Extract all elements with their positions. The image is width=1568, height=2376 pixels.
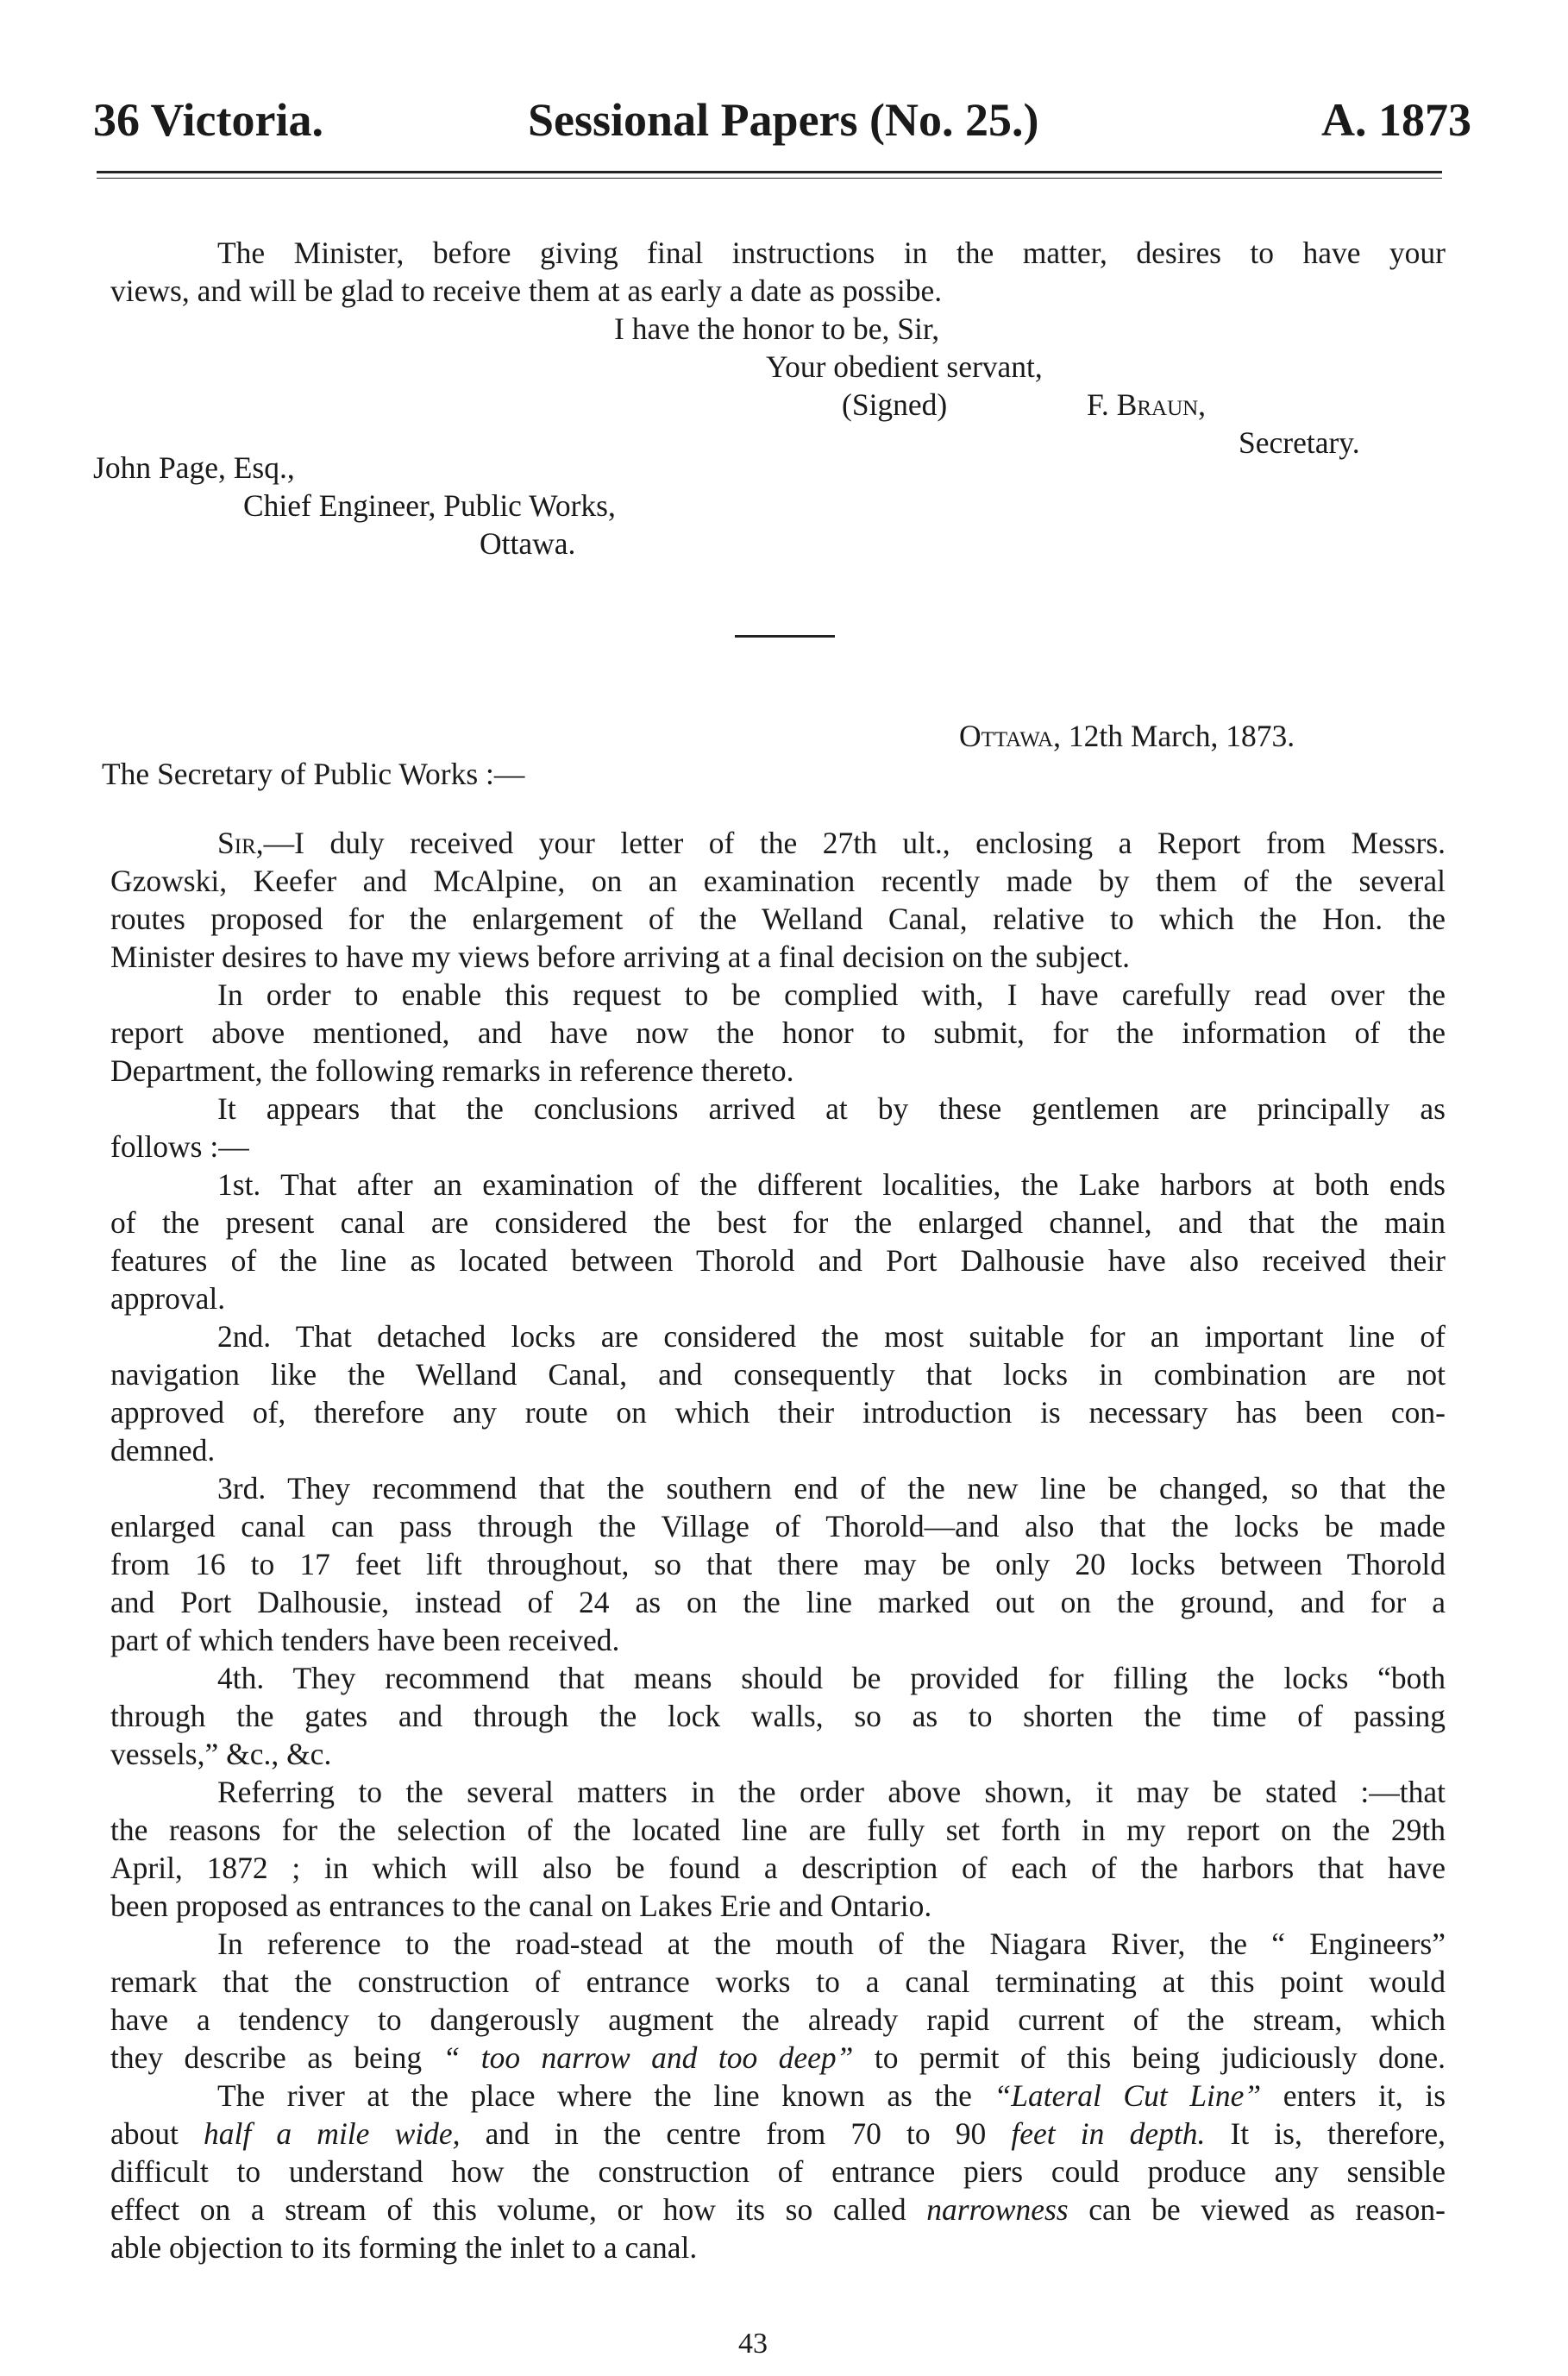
body-line-16: approved of, therefore any route on which their introduction is necessary has been con- — [110, 1395, 1446, 1430]
body-line-23: 4th. They recommend that means should be provided for filling the locks “both — [217, 1661, 1446, 1695]
letter1-signer-title: Secretary. — [1239, 425, 1360, 460]
letter1-closing-1: I have the honor to be, Sir, — [614, 311, 940, 346]
page-number: 43 — [738, 2328, 768, 2360]
header-rule-thin — [97, 178, 1442, 179]
body-line-10: 1st. That after an examination of the different localities, the Lake harbors at both ends — [217, 1167, 1446, 1202]
section-divider — [735, 635, 835, 638]
body-line-18: 3rd. They recommend that the southern end of the new line be changed, so that the — [217, 1471, 1446, 1505]
header-rule — [97, 171, 1442, 173]
body-line-33: they describe as being “ too narrow and too deep” to permit of this being judiciously done. — [110, 2040, 1446, 2075]
body-line-34: The river at the place where the line known as the “Lateral Cut Line” enters it, is — [217, 2078, 1446, 2113]
body-line-19: enlarged canal can pass through the Village of Thorold—and also that the locks be made — [110, 1509, 1446, 1543]
body-line-25: vessels,” &c., &c. — [110, 1737, 332, 1771]
body-line-22: part of which tenders have been received. — [110, 1623, 620, 1657]
letter1-signer — [1087, 386, 1206, 424]
body-line-30: In reference to the road-stead at the mouth of the Niagara River, the “ Engineers” — [217, 1927, 1446, 1961]
letter1-signed: (Signed) — [842, 387, 948, 422]
body-line-14: 2nd. That detached locks are considered the most suitable for an important line of — [217, 1319, 1446, 1354]
body-line-26: Referring to the several matters in the order above shown, it may be stated :—that — [217, 1775, 1446, 1809]
body-line-1: Sir,—I duly received your letter of the 27th ult., enclosing a Report from Messrs. — [217, 826, 1446, 860]
body-line-29: been proposed as entrances to the canal on Lakes Erie and Ontario. — [110, 1889, 932, 1923]
salutation: Sir, — [217, 826, 264, 860]
body-line-21: and Port Dalhousie, instead of 24 as on the line marked out on the ground, and for a — [110, 1585, 1446, 1619]
letter1-line-1: The Minister, before giving final instructions in the matter, desires to have your — [217, 236, 1446, 270]
body-line-28: April, 1872 ; in which will also be found a description of each of the harbors that have — [110, 1851, 1446, 1885]
body-line-2: Gzowski, Keefer and McAlpine, on an examination recently made by them of the several — [110, 864, 1446, 898]
body-line-13: approval. — [110, 1281, 226, 1316]
body-line-38: able objection to its forming the inlet to a canal. — [110, 2230, 698, 2265]
signer-name: Braun, — [1116, 387, 1207, 422]
body-line-7: Department, the following remarks in reference thereto. — [110, 1053, 794, 1088]
body-line-17: demned. — [110, 1433, 216, 1468]
body-line-8: It appears that the conclusions arrived at by these gentlemen are principally as — [217, 1091, 1446, 1126]
body-line-5: In order to enable this request to be complied with, I have carefully read over the — [217, 977, 1446, 1012]
letter2-date: 12th March, 1873. — [1068, 719, 1295, 753]
body-line-3: routes proposed for the enlargement of the Welland Canal, relative to which the Hon. the — [110, 902, 1446, 936]
header-session: 36 Victoria. — [93, 94, 323, 146]
signer-initial: F. — [1087, 387, 1109, 422]
body-line-4: Minister desires to have my views before arriving at a final decision on the subject. — [110, 940, 1131, 974]
body-line-24: through the gates and through the lock walls, so as to shorten the time of passing — [110, 1699, 1446, 1733]
letter1-addressee-city: Ottawa. — [480, 526, 576, 561]
letter2-dateline — [959, 717, 1295, 755]
body-line-35: about half a mile wide, and in the centre from 70 to 90 feet in depth. It is, therefore, — [110, 2116, 1446, 2151]
letter2-recipient: The Secretary of Public Works :— — [102, 757, 525, 791]
body-line-32: have a tendency to dangerously augment the already rapid current of the stream, which — [110, 2002, 1446, 2037]
body-line-27: the reasons for the selection of the located line are fully set forth in my report on the 29th — [110, 1813, 1446, 1847]
letter1-closing-2: Your obedient servant, — [766, 349, 1043, 384]
header-year: A. 1873 — [1321, 94, 1471, 146]
body-line-12: features of the line as located between Thorold and Port Dalhousie have also received their — [110, 1243, 1446, 1278]
letter2-place: Ottawa, — [959, 719, 1061, 753]
body-line-36: difficult to understand how the construction of entrance piers could produce any sensible — [110, 2154, 1446, 2189]
body-line-11: of the present canal are considered the best for the enlarged channel, and that the main — [110, 1205, 1446, 1240]
body-line-37: effect on a stream of this volume, or how its so called narrowness can be viewed as reason- — [110, 2192, 1446, 2227]
letter1-addressee: John Page, Esq., — [93, 450, 295, 485]
body-line-31: remark that the construction of entrance works to a canal terminating at this point would — [110, 1964, 1446, 1999]
letter1-addressee-title: Chief Engineer, Public Works, — [243, 488, 616, 523]
header-title: Sessional Papers (No. 25.) — [528, 94, 1039, 146]
body-line-15: navigation like the Welland Canal, and consequently that locks in combination are not — [110, 1357, 1446, 1392]
letter1-line-2: views, and will be glad to receive them at as early a date as possibe. — [110, 273, 943, 308]
body-line-20: from 16 to 17 feet lift throughout, so that there may be only 20 locks between Thorold — [110, 1547, 1446, 1581]
body-line-6: report above mentioned, and have now the honor to submit, for the information of the — [110, 1015, 1446, 1050]
body-line-9: follows :— — [110, 1129, 249, 1164]
